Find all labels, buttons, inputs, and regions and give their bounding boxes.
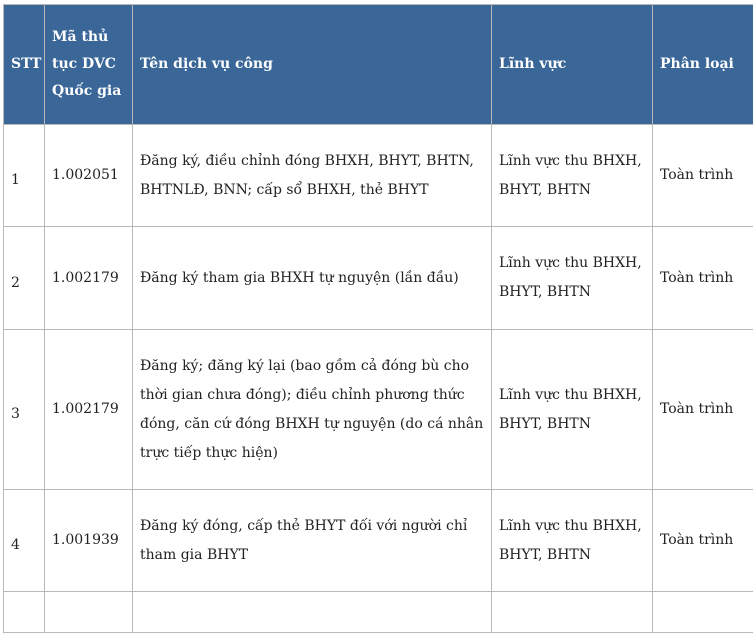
row-category: Toàn trình <box>653 490 753 592</box>
row-procedure-code: 1.002179 <box>45 227 133 330</box>
row-procedure-code: 1.002051 <box>45 125 133 227</box>
row-stt: 3 <box>4 330 45 490</box>
row-service-name: Đăng ký tham gia BHXH tự nguyện (lần đầu) <box>133 227 492 330</box>
row-field: Lĩnh vực thu BHXH, BHYT, BHTN <box>492 125 653 227</box>
row-category: Toàn trình <box>653 330 753 490</box>
table-row <box>4 490 753 592</box>
public-services-table <box>3 4 753 633</box>
table-row <box>4 330 753 490</box>
header-service-name: Tên dịch vụ công <box>133 5 492 125</box>
row-stt: 2 <box>4 227 45 330</box>
header-category: Phân loại <box>653 5 753 125</box>
table-row <box>4 125 753 227</box>
row-procedure-code: 1.002179 <box>45 330 133 490</box>
row-procedure-code: 1.001939 <box>45 490 133 592</box>
header-procedure-code: Mã thủ tục DVC Quốc gia <box>45 5 133 125</box>
header-row <box>4 5 753 125</box>
row-stt: 1 <box>4 125 45 227</box>
row-field <box>492 592 653 633</box>
row-service-name: Đăng ký, điều chỉnh đóng BHXH, BHYT, BHTN, BHTNLĐ, BNN; cấp sổ BHXH, thẻ BHYT <box>133 125 492 227</box>
row-service-name <box>133 592 492 633</box>
row-field: Lĩnh vực thu BHXH, BHYT, BHTN <box>492 330 653 490</box>
table-row-partial <box>4 592 753 633</box>
table-header <box>4 5 753 125</box>
table-body <box>4 125 753 633</box>
row-procedure-code <box>45 592 133 633</box>
row-category <box>653 592 753 633</box>
header-field: Lĩnh vực <box>492 5 653 125</box>
row-category: Toàn trình <box>653 125 753 227</box>
row-stt <box>4 592 45 633</box>
row-service-name: Đăng ký đóng, cấp thẻ BHYT đối với người chỉ tham gia BHYT <box>133 490 492 592</box>
row-field: Lĩnh vực thu BHXH, BHYT, BHTN <box>492 227 653 330</box>
row-service-name: Đăng ký; đăng ký lại (bao gồm cả đóng bù cho thời gian chưa đóng); điều chỉnh phương thức đóng, căn cứ đóng BHXH tự nguyện (do cá nhân trực tiếp thực hiện) <box>133 330 492 490</box>
row-category: Toàn trình <box>653 227 753 330</box>
row-field: Lĩnh vực thu BHXH, BHYT, BHTN <box>492 490 653 592</box>
table-row <box>4 227 753 330</box>
header-stt: STT <box>4 5 45 125</box>
row-stt: 4 <box>4 490 45 592</box>
